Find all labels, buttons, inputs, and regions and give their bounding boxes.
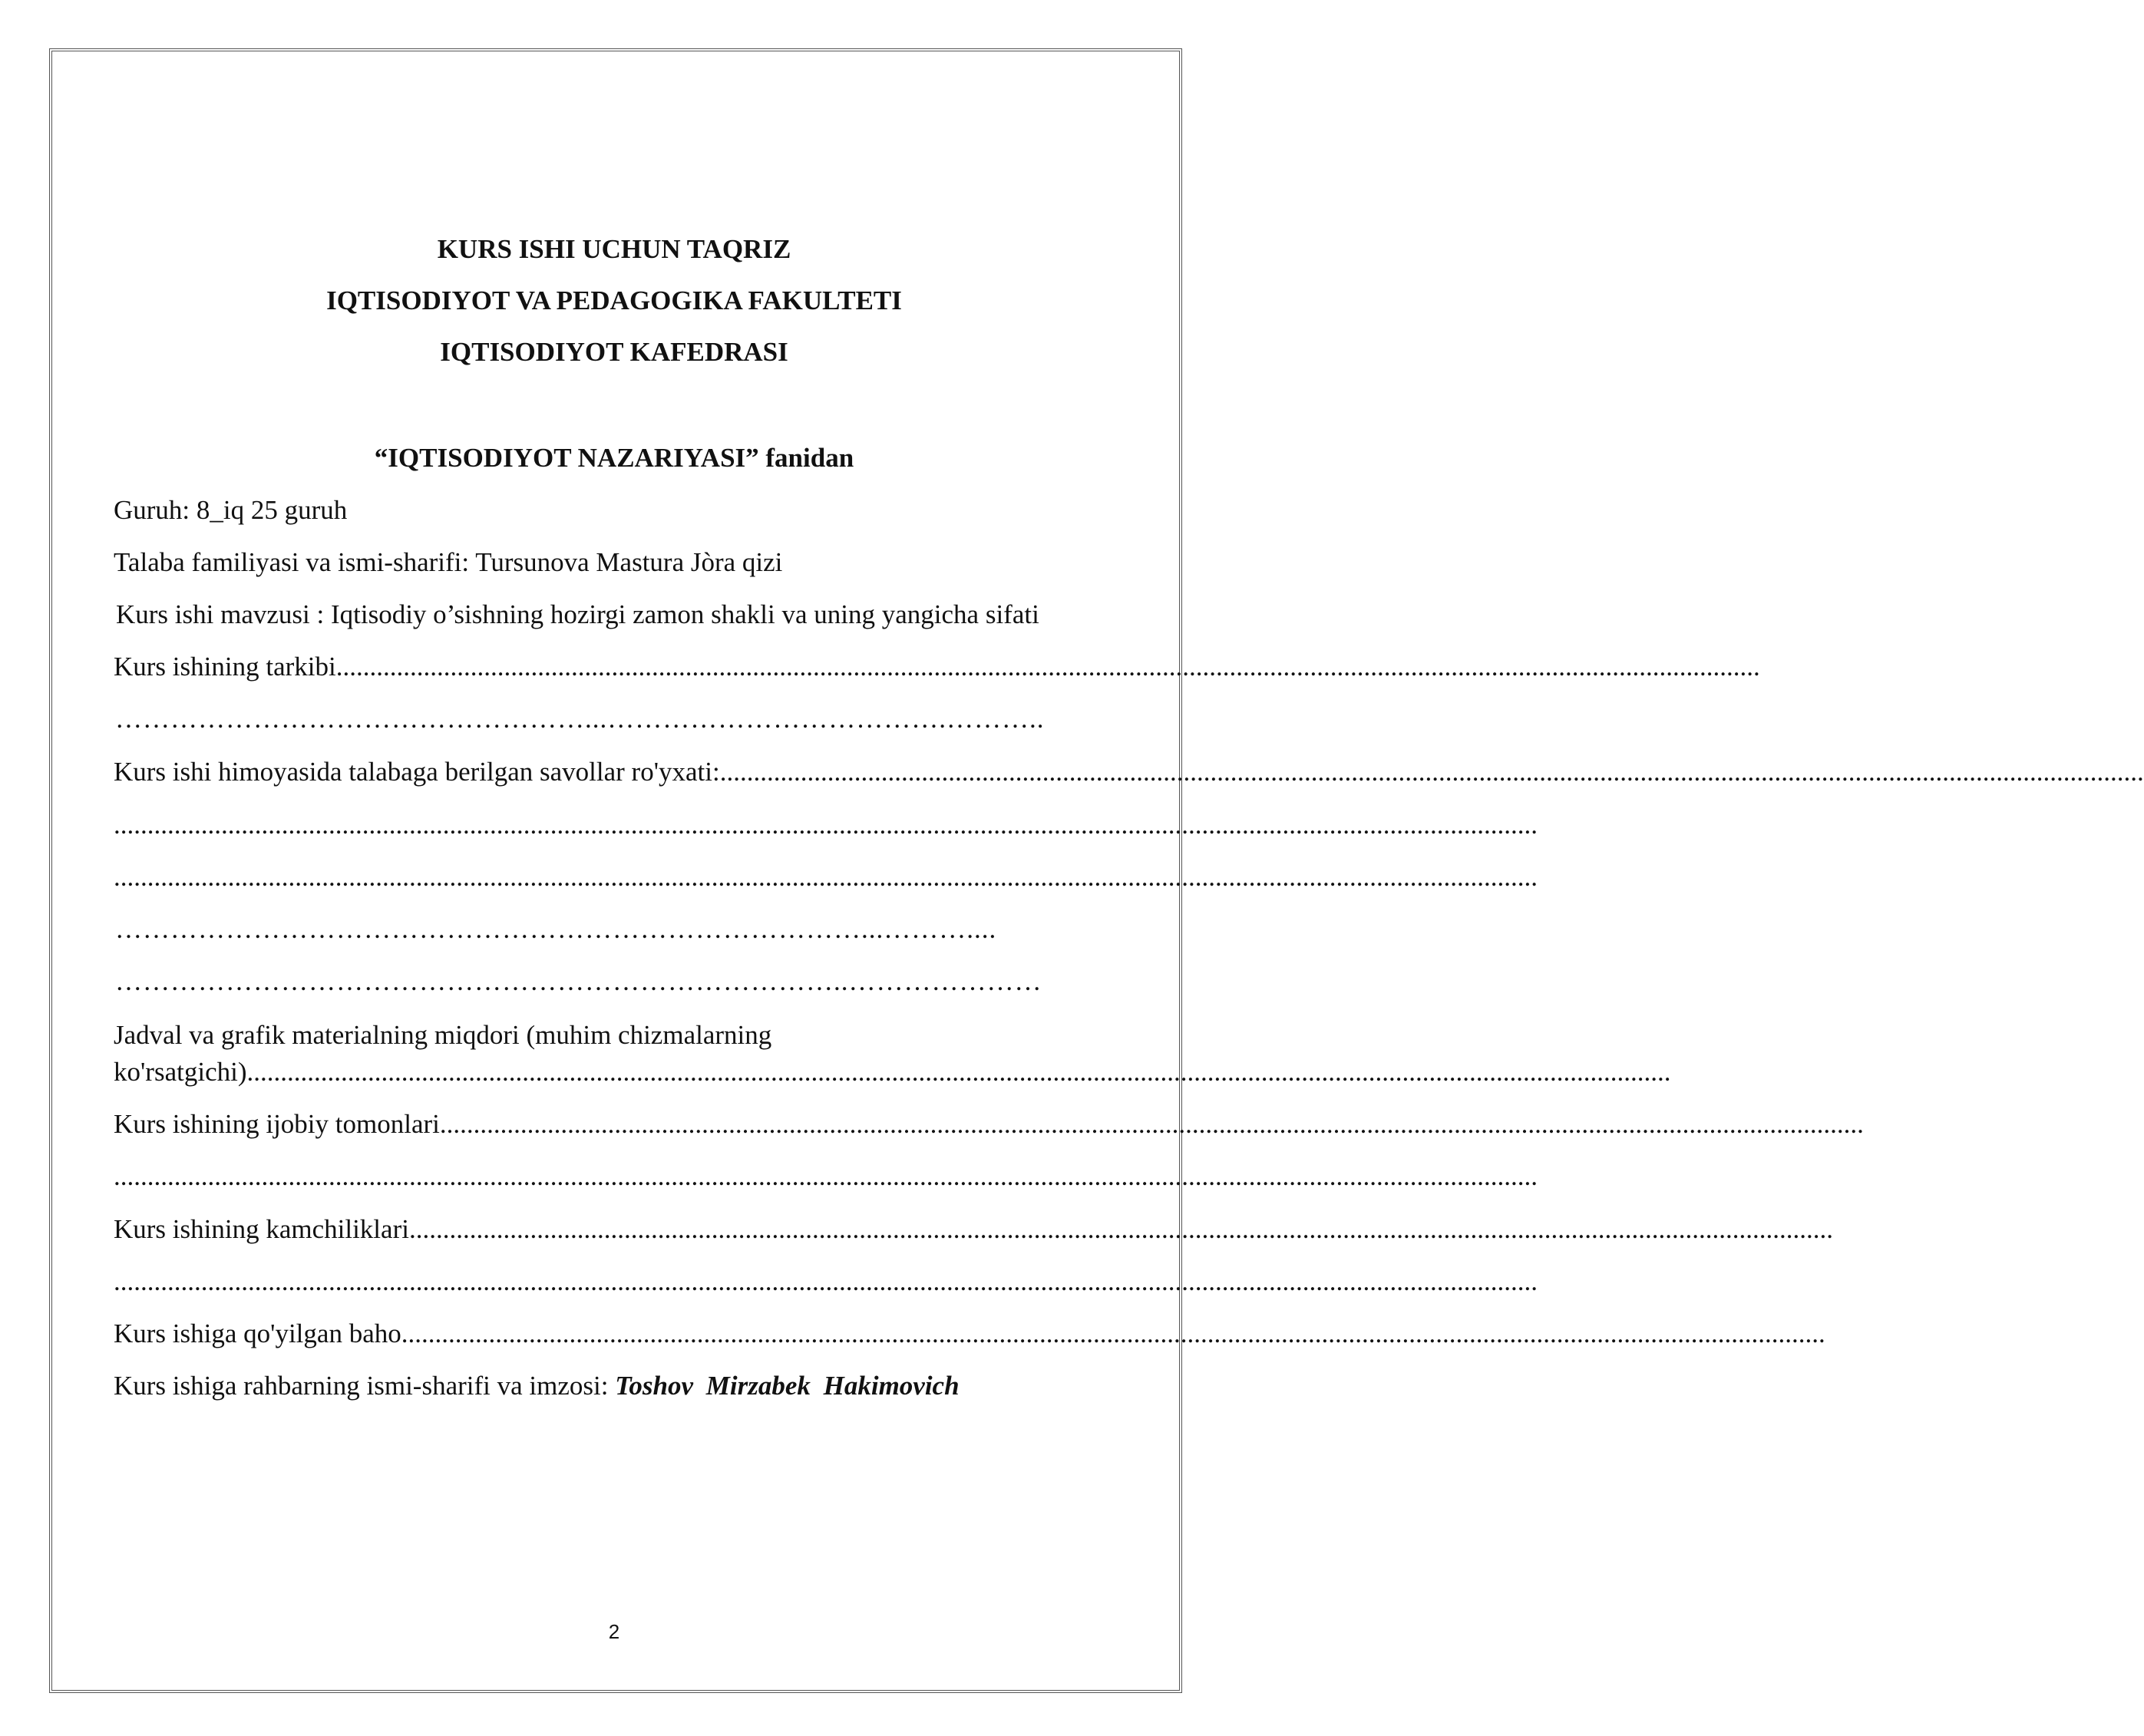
- supervisor-name: Toshov Mirzabek Hakimovich: [615, 1371, 960, 1401]
- questions-fill-row: ....................................................................................................................................................................................................................: [114, 862, 1538, 892]
- tables-label-line: Jadval va grafik materialning miqdori (muhim chizmalarning: [114, 1020, 772, 1050]
- structure-line: [114, 650, 1760, 684]
- questions-fill-row: ……………………………………………………………………..…………………: [115, 966, 1042, 996]
- group-line: Guruh: 8_iq 25 guruh: [114, 495, 348, 525]
- shortcomings-line: [114, 1213, 1833, 1246]
- faculty-heading: IQTISODIYOT VA PEDAGOGIKA FAKULTETI: [326, 285, 902, 315]
- fill-dots: ....................................................................................................................................................................................................................: [335, 652, 1760, 682]
- tables-label: ko'rsatgichi): [114, 1057, 247, 1087]
- fill-dots: ....................................................................................................................................................................................................................: [246, 1057, 1671, 1087]
- structure-label: Kurs ishining tarkibi: [114, 652, 336, 682]
- shortcomings-label: Kurs ishining kamchiliklari: [114, 1214, 409, 1244]
- page-number: 2: [608, 1620, 620, 1643]
- fill-dots: ....................................................................................................................................................................................................................: [401, 1319, 1825, 1348]
- structure-fill-row: ……………………………………………...……………………………….………..: [115, 704, 1045, 734]
- subject-heading: “IQTISODIYOT NAZARIYASI” fanidan: [374, 443, 854, 473]
- shortcomings-fill-row: ....................................................................................................................................................................................................................: [114, 1266, 1538, 1296]
- supervisor-label: Kurs ishiga rahbarning ismi-sharifi va imzosi:: [114, 1371, 616, 1401]
- questions-fill-row: ………………………………………………………………………...………....: [115, 914, 997, 944]
- grade-label: Kurs ishiga qo'yilgan baho: [114, 1319, 401, 1348]
- department-heading: IQTISODIYOT KAFEDRASI: [440, 337, 788, 367]
- fill-dots: ....................................................................................................................................................................................................................: [439, 1109, 1864, 1139]
- questions-label: Kurs ishi himoyasida talabaga berilgan savollar ro'yxati:: [114, 757, 720, 787]
- tables-line: [114, 1055, 1671, 1089]
- topic-line: Kurs ishi mavzusi : Iqtisodiy o’sishning hozirgi zamon shakli va uning yangicha sifati: [116, 599, 1039, 629]
- positives-label: Kurs ishining ijobiy tomonlari: [114, 1109, 440, 1139]
- fill-dots: ....................................................................................................................................................................................................................: [719, 757, 2144, 787]
- student-name-line: Talaba familiyasi va ismi-sharifi: Tursunova Mastura Jòra qizi: [114, 547, 783, 577]
- document-title: KURS ISHI UCHUN TAQRIZ: [437, 234, 791, 264]
- positives-fill-row: ....................................................................................................................................................................................................................: [114, 1161, 1538, 1191]
- fill-dots: ....................................................................................................................................................................................................................: [408, 1214, 1833, 1244]
- questions-line: [114, 755, 2144, 789]
- questions-fill-row: ....................................................................................................................................................................................................................: [114, 810, 1538, 840]
- supervisor-line: [114, 1369, 1116, 1403]
- grade-line: [114, 1317, 1825, 1351]
- positives-line: [114, 1107, 1864, 1141]
